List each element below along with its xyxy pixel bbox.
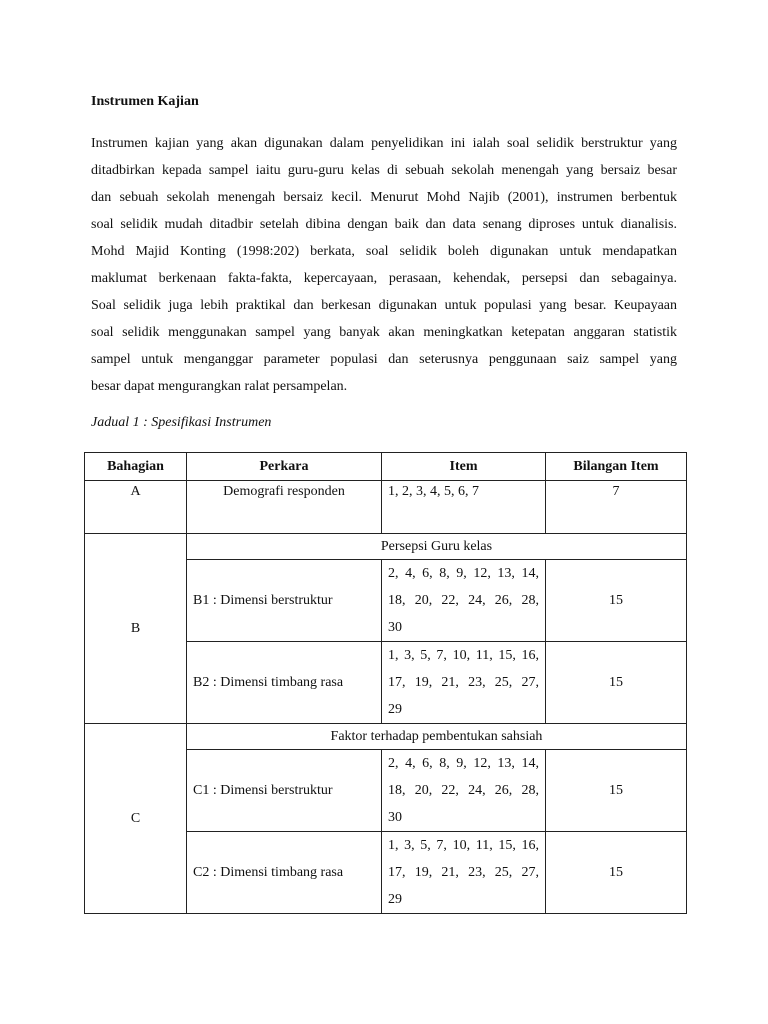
paragraph-line: dan sebuah sekolah menengah bersaiz kecil. Menurut Mohd Najib (2001), instrumen berbentuk: [91, 190, 677, 205]
cell-item: 1, 2, 3, 4, 5, 6, 7: [382, 481, 546, 534]
paragraph-line: besar dapat mengurangkan ralat persampelan.: [91, 379, 348, 394]
cell-perkara: B2 : Dimensi timbang rasa: [187, 642, 382, 724]
cell-item: [382, 642, 546, 724]
paragraph-line: soal selidik mudah ditadbir setelah dibina dengan baik dan data senang diproses untuk dianalisis.: [91, 217, 677, 232]
cell-perkara: B1 : Dimensi berstruktur: [187, 560, 382, 642]
item-line: 1, 3, 5, 7, 10, 11, 15, 16,: [388, 648, 539, 663]
header-bahagian: Bahagian: [85, 453, 187, 481]
header-item: Item: [382, 453, 546, 481]
item-line: 29: [388, 702, 402, 717]
cell-bahagian: C: [85, 724, 187, 914]
cell-bilangan: 15: [546, 560, 687, 642]
cell-perkara: C1 : Dimensi berstruktur: [187, 750, 382, 832]
header-perkara: Perkara: [187, 453, 382, 481]
cell-bilangan: 15: [546, 750, 687, 832]
item-line: 30: [388, 620, 402, 635]
cell-bilangan: 15: [546, 642, 687, 724]
table-row-c-subheading: [85, 724, 687, 750]
item-line: 18, 20, 22, 24, 26, 28,: [388, 783, 539, 798]
paragraph-line: sampel untuk menganggar parameter populasi dan seterusnya penggunaan saiz sampel yang: [91, 352, 677, 367]
cell-bilangan: 15: [546, 832, 687, 914]
paragraph-line: Instrumen kajian yang akan digunakan dalam penyelidikan ini ialah soal selidik berstruktur yang: [91, 136, 677, 151]
cell-item: [382, 560, 546, 642]
header-bilangan-item: Bilangan Item: [546, 453, 687, 481]
paragraph-line: Mohd Majid Konting (1998:202) berkata, soal selidik boleh digunakan untuk mendapatkan: [91, 244, 677, 259]
paragraph-line: soal selidik menggunakan sampel yang banyak akan meningkatkan ketepatan anggaran statistik: [91, 325, 677, 340]
cell-subheading: Persepsi Guru kelas: [187, 534, 687, 560]
item-line: 1, 3, 5, 7, 10, 11, 15, 16,: [388, 838, 539, 853]
item-line: 17, 19, 21, 23, 25, 27,: [388, 865, 539, 880]
cell-bahagian: B: [85, 534, 187, 724]
cell-bahagian: A: [85, 481, 187, 534]
item-line: 2, 4, 6, 8, 9, 12, 13, 14,: [388, 566, 539, 581]
table-caption: Jadual 1 : Spesifikasi Instrumen: [91, 415, 272, 430]
item-line: 18, 20, 22, 24, 26, 28,: [388, 593, 539, 608]
section-heading: Instrumen Kajian: [91, 94, 199, 109]
item-line: 2, 4, 6, 8, 9, 12, 13, 14,: [388, 756, 539, 771]
specification-table: [84, 452, 687, 914]
table-header-row: [85, 453, 687, 481]
paragraph-line: maklumat berkenaan fakta-fakta, kepercayaan, perasaan, kehendak, persepsi dan sebagainya.: [91, 271, 677, 286]
item-line: 17, 19, 21, 23, 25, 27,: [388, 675, 539, 690]
cell-bilangan: 7: [546, 481, 687, 534]
item-line: 30: [388, 810, 402, 825]
body-paragraph: [91, 130, 677, 400]
cell-item: [382, 750, 546, 832]
cell-perkara: C2 : Dimensi timbang rasa: [187, 832, 382, 914]
table-row-b-subheading: [85, 534, 687, 560]
cell-item: [382, 832, 546, 914]
table-row-a: [85, 481, 687, 534]
paragraph-line: Soal selidik juga lebih praktikal dan berkesan digunakan untuk populasi yang besar. Keupayaan: [91, 298, 677, 313]
item-line: 29: [388, 892, 402, 907]
cell-subheading: Faktor terhadap pembentukan sahsiah: [187, 724, 687, 750]
cell-perkara: Demografi responden: [187, 481, 382, 534]
paragraph-line: ditadbirkan kepada sampel iaitu guru-guru kelas di sebuah sekolah menengah yang bersaiz besar: [91, 163, 677, 178]
